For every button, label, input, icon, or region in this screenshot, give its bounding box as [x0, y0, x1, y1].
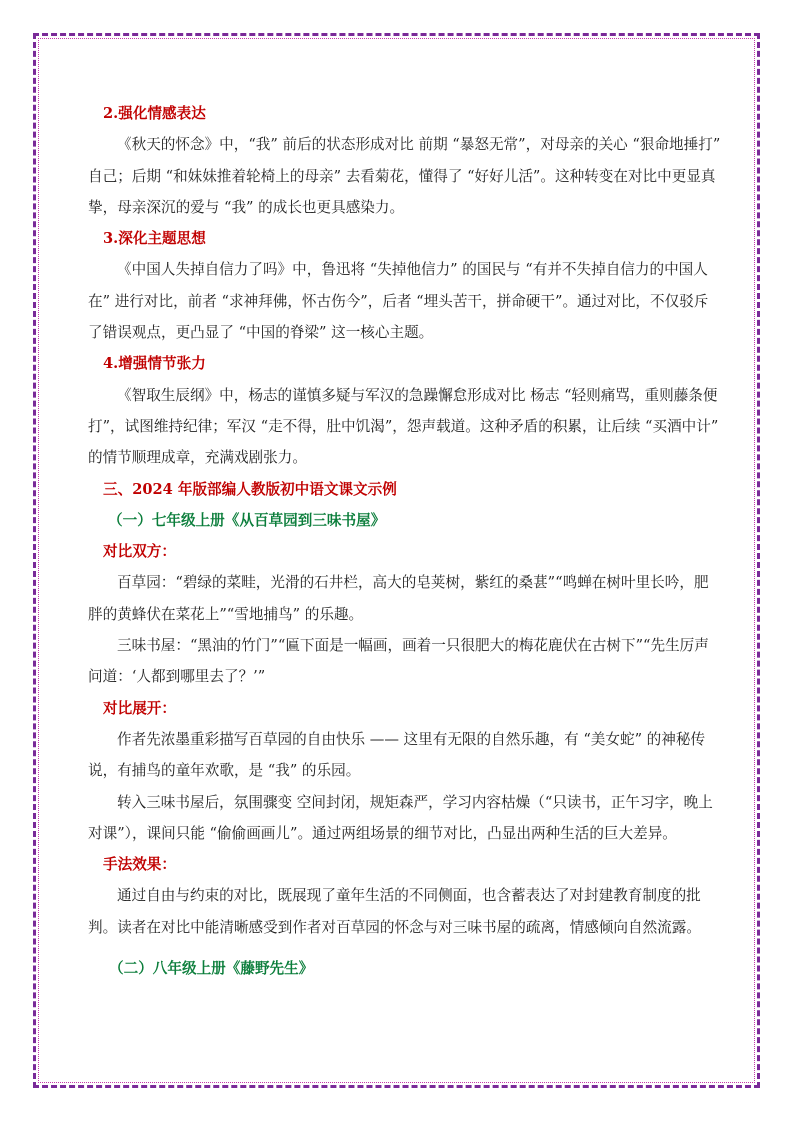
paragraph-development-1: 作者先浓墨重彩描写百草园的自由快乐 —— 这里有无限的自然乐趣，有 “美女蛇” 的神秘传说，有捕鸟的童年欢歌，是 “我” 的乐园。 — [88, 730, 706, 780]
paragraph-technique-effect: 通过自由与约束的对比，既展现了童年生活的不同侧面，也含蓄表达了对封建教育制度的批判。读者在对比中能清晰感受到作者对百草园的怀念与对三味书屋的疏离，情感倾向自然流露。 — [88, 887, 701, 936]
document-body — [88, 98, 722, 984]
label-technique-effect: 手法效果： — [103, 856, 176, 874]
paragraph-sanwei-shuwu: 三味书屋：“黑油的竹门”“匾下面是一幅画，画着一只很肥大的梅花鹿伏在古树下”“先生厉声问道：‘人都到哪里去了？’” — [88, 637, 709, 686]
paragraph-development-2: 转入三味书屋后，氛围骤变 空间封闭，规矩森严，学习内容枯燥（“只读书，正午习字，晚上对课”），课间只能 “偷偷画画儿”。通过两组场景的细节对比，凸显出两种生活的巨大差异。 — [88, 793, 713, 842]
heading-deepen-theme: 3.深化主题思想 — [103, 230, 206, 248]
label-contrast-development: 对比展开： — [103, 699, 176, 717]
heading-plot-tension: 4.增强情节张力 — [103, 355, 206, 373]
paragraph-chinese-confidence: 《中国人失掉自信力了吗》中，鲁迅将 “失掉他信力” 的国民与 “有并不失掉自信力的中国人在” 进行对比，前者 “求神拜佛，怀古伤今”，后者 “埋头苦干，拼命硬干”。通过对比，不仅驳斥了错误观点，更凸显了 “中国的脊梁” 这一核心主题。 — [88, 261, 709, 342]
paragraph-autumn-memory: 《秋天的怀念》中，“我” 前后的状态形成对比 前期 “暴怒无常”，对母亲的关心 “狠命地捶打” 自己；后期 “和妹妹推着轮椅上的母亲” 去看菊花，懂得了 “好好儿活”。这种转变在对比中更显真挚，母亲深沉的爱与 “我” 的成长也更具感染力。 — [88, 136, 721, 216]
heading-grade8-example: （二）八年级上册《藤野先生》 — [109, 960, 314, 978]
heading-grade7-example: （一）七年级上册《从百草园到三味书屋》 — [108, 511, 386, 529]
heading-strengthen-emotion: 2.强化情感表达 — [103, 105, 206, 122]
heading-textbook-examples: 三、2024 年版部编人教版初中语文课文示例 — [103, 480, 397, 498]
paragraph-birthday-gifts: 《智取生辰纲》中，杨志的谨慎多疑与军汉的急躁懈怠形成对比 杨志 “轻则痛骂，重则藤条便打”，试图维持纪律；军汉 “走不得，肚中饥渴”，怨声载道。这种矛盾的积累，让后续 “买酒中计” 的情节顺理成章，充满戏剧张力。 — [88, 386, 719, 467]
paragraph-baicaoyuan: 百草园：“碧绿的菜畦，光滑的石井栏，高大的皂荚树，紫红的桑葚”“鸣蝉在树叶里长吟，肥胖的黄蜂伏在菜花上”“雪地捕鸟” 的乐趣。 — [88, 574, 709, 623]
label-contrast-sides: 对比双方： — [103, 543, 176, 561]
